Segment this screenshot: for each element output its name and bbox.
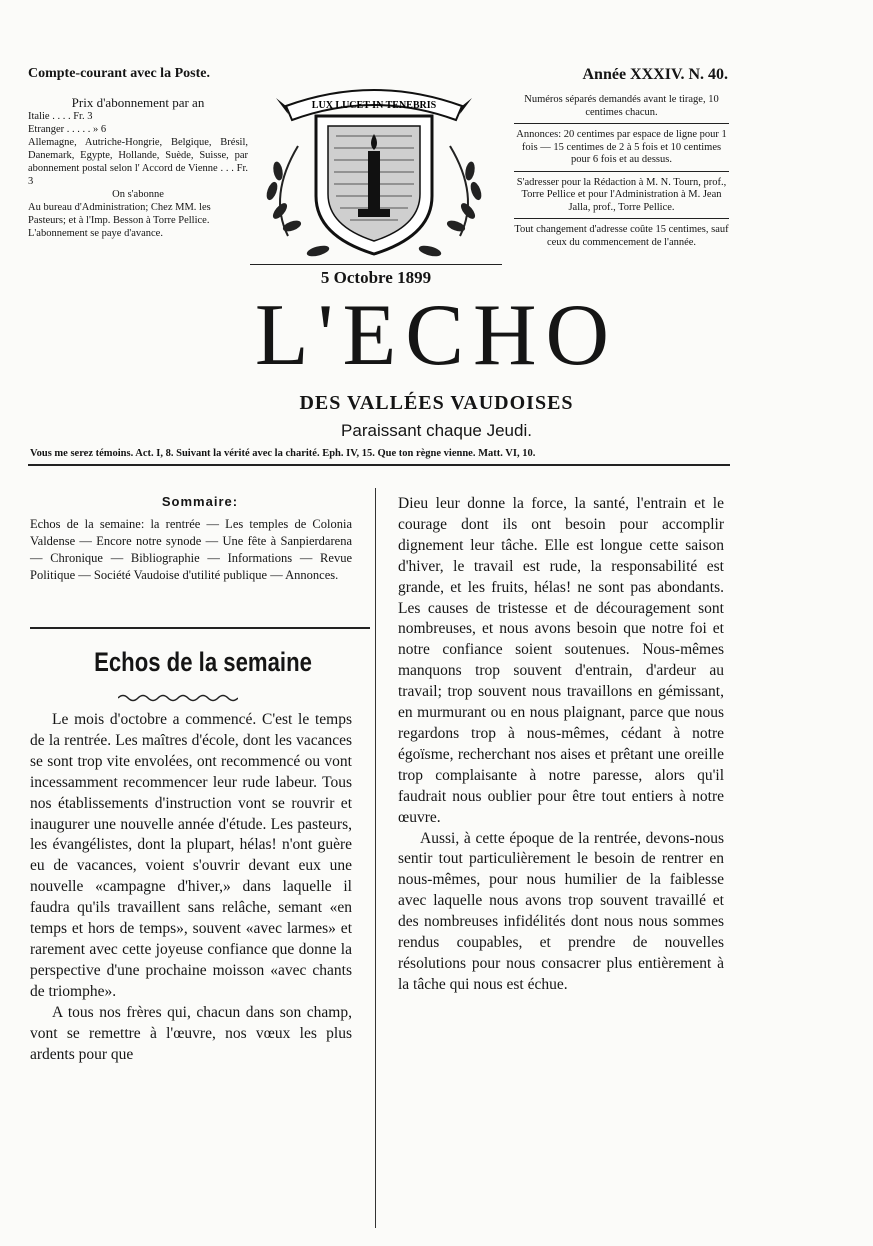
article-left-column <box>30 710 352 1065</box>
price-etranger: Etranger . . . . . » 6 <box>28 124 107 135</box>
issue-date: 5 Octobre 1899 <box>250 264 502 288</box>
article-paragraph: Le mois d'octobre a commencé. C'est le temps de la rentrée. Les maîtres d'école, dont les vacances se sont trop vite envolées, ont recommencé ou vont incessamment recommencer leur rude labeur. Tous nos établissements d'instruction vont se rouvrir et inaugurer une nouvelle année d'étude. Les pasteurs, les évangélistes, dont la plupart, hélas! n'ont guère eu de vacances, voient s'ouvrir devant eux une nouvelle «campagne d'hiver,» dans laquelle il faudra qu'ils travaillent sans relâche, semant «en temps et hors de temps», souvent «avec larmes» et rarement avec cette joyeuse confiance que donne la perspective d'une prochaine moisson «avec chants de triomphe». <box>30 711 352 1000</box>
article-paragraph: Dieu leur donne la force, la santé, l'entrain et le courage dont ils ont besoin pour accomplir dignement leur tâche. Elle est longue cette saison d'hiver, le travail est rude, la responsabilité est grande, et les fruits, hélas! ne sont pas abondants. Les causes de tristesse et de découragement sont nombreuses, et nous avons besoin que notre foi et notre confiance soient soutenues. Nous-mêmes manquons trop souvent d'entrain, d'ardeur au travail; trop souvent nous travaillons en gémissant, en murmurant ou en nous plaignant, parce que nous regardons trop à nous-mêmes, cédant à notre égoïsme, recherchant nos aises et prêtant une oreille trop complaisante à notre paresse, alors qu'il faudrait nous oublier pour être tout entiers à notre œuvre. <box>398 495 724 826</box>
masthead-emblem <box>258 76 490 266</box>
subscribe-heading: On s'abonne <box>112 189 164 200</box>
price-italie: Italie . . . . Fr. 3 <box>28 111 93 122</box>
volume-number: Année XXXIV. N. 40. <box>582 66 728 83</box>
summary-text: Echos de la semaine: la rentrée — Les temples de Colonia Valdense — Encore notre synode — Une fête à Sanpierdarena — Chronique — Bibliographie — Informations — Revue Politique — Société Vaudoise d'utilité publique — Annonces. <box>30 517 352 582</box>
article-paragraph: A tous nos frères qui, chacun dans son champ, vont se remettre à l'œuvre, nos vœux les plus ardents pour que <box>30 1003 352 1063</box>
subscribe-advance: L'abonnement se paye d'avance. <box>28 228 163 239</box>
section-heading: Echos de la semaine <box>94 647 312 677</box>
summary-heading: Sommaire: <box>161 494 239 509</box>
notice-address-change: Tout changement d'adresse coûte 15 centimes, sauf ceux du commencement de l'année. <box>514 224 729 248</box>
subscription-heading: Prix d'abonnement par an <box>71 95 205 110</box>
price-countries: Allemagne, Autriche-Hongrie, Belgique, Brésil, Danemark, Egypte, Hollande, Suède, Suisse, par abonnement postal selon l' Accord de Vienne . . . Fr. 3 <box>28 137 248 187</box>
postal-account-note: Compte-courant avec la Poste. <box>28 66 210 81</box>
emblem-motto: LUX LUCET IN TENEBRIS <box>311 100 437 111</box>
subscribe-where: Au bureau d'Administration; Chez MM. les Pasteurs; et à l'Imp. Besson à Torre Pellice. <box>28 202 211 226</box>
summary-divider <box>30 627 370 629</box>
article-paragraph: Aussi, à cette époque de la rentrée, devons-nous sentir tout particulièrement le besoin de rentrer en nous-mêmes, pour nous humilier de la faiblesse avec laquelle nous avons trop souvent travaillé et des nombreuses infidélités dont nous nous sommes rendus coupables, et prendre de nouvelles résolutions pour nous consacrer plus entièrement à la tâche qui nous est échue. <box>398 829 724 993</box>
newspaper-tagline: Paraissant chaque Jeudi. <box>341 421 532 440</box>
notice-single-numbers: Numéros séparés demandés avant le tirage, 10 centimes chacun. <box>514 92 729 124</box>
newspaper-subtitle: DES VALLÉES VAUDOISES <box>299 392 574 414</box>
subscription-box <box>28 96 248 240</box>
notice-contacts: S'adresser pour la Rédaction à M. N. Tourn, prof., Torre Pellice et pour l'Administration à M. Jean Jalla, prof., Torre Pellice. <box>514 175 729 220</box>
notice-advertising: Annonces: 20 centimes par espace de ligne pour 1 fois — 15 centimes de 2 à 5 fois et 10 centimes pour 6 fois et au dessus. <box>514 127 729 172</box>
section-ornament <box>118 688 238 707</box>
notices-box <box>514 92 729 256</box>
column-divider <box>375 488 376 1228</box>
masthead-divider <box>28 464 730 466</box>
scripture-motto: Vous me serez témoins. Act. I, 8. Suivant la vérité avec la charité. Eph. IV, 15. Que ton règne vienne. Matt. VI, 10. <box>30 448 536 459</box>
article-right-column <box>398 494 724 996</box>
newspaper-title: L'ECHO <box>254 287 619 384</box>
